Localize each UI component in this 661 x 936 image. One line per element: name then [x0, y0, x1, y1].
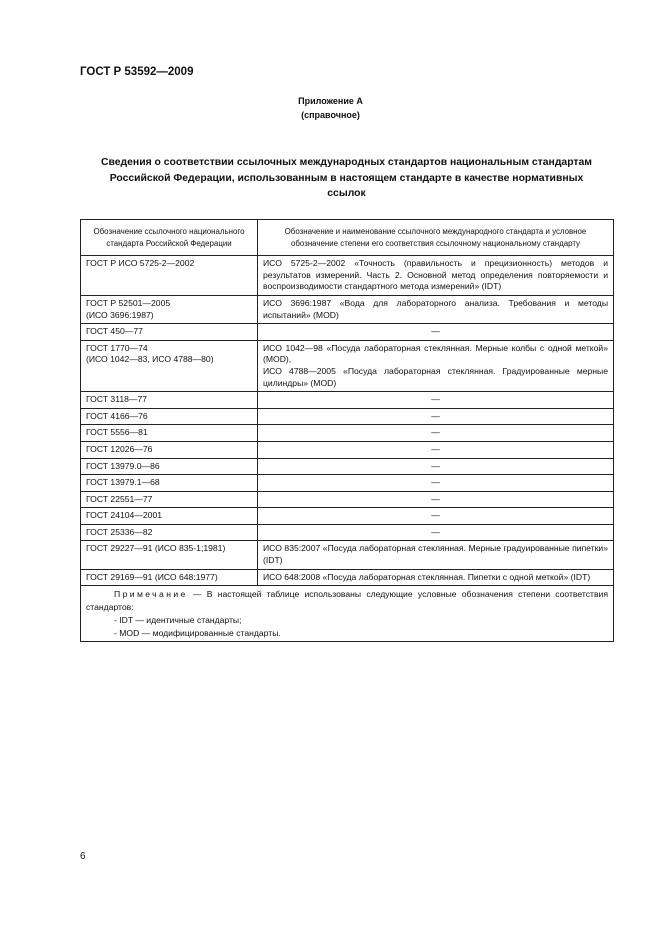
national-standard-cell	[81, 491, 258, 508]
international-standard-cell	[258, 458, 614, 475]
international-standard: ИСО 1042—98 «Посуда лабораторная стеклянная. Мерные колбы с одной меткой» (MOD),	[263, 342, 608, 365]
international-standard: ИСО 5725-2—2002 «Точность (правильность и прецизионность) методов и результатов измерений. Часть 2. Основной метод определения повторяемости и воспроизводимости стандартного метода измерений» (IDT)	[263, 258, 608, 292]
international-standard-cell	[258, 256, 614, 296]
table-row	[81, 541, 614, 569]
header-national-standard: Обозначение ссылочного национального стандарта Российской Федерации	[81, 220, 258, 256]
international-standard-cell	[258, 508, 614, 525]
national-standard: ГОСТ 22551—77	[86, 493, 153, 504]
national-standard-cell	[81, 541, 258, 569]
international-standard: —	[431, 410, 440, 421]
table-row	[81, 491, 614, 508]
national-standard-cell	[81, 324, 258, 341]
table-row	[81, 408, 614, 425]
international-standard-cell	[258, 324, 614, 341]
national-standard-cell	[81, 458, 258, 475]
national-standard-cell	[81, 524, 258, 541]
table-row	[81, 340, 614, 391]
international-standard: —	[431, 477, 440, 488]
international-standard-cell	[258, 425, 614, 442]
table-row	[81, 256, 614, 296]
international-standard: —	[431, 394, 440, 405]
section-title-line-1: Сведения о соответствии ссылочных международных стандартов национальным стандартам	[101, 157, 592, 168]
header-international-standard: Обозначение и наименование ссылочного международного стандарта и условное обозначение степени его соответствия ссылочному национальному стандарту	[258, 220, 614, 256]
national-standard-iso-ref: (ИСО 1042—83, ИСО 4788—80)	[86, 354, 214, 365]
international-standard-cell	[258, 408, 614, 425]
international-standard-cell	[258, 524, 614, 541]
national-standard: ГОСТ 12026—76	[86, 443, 153, 454]
international-standard-cell	[258, 491, 614, 508]
national-standard-cell	[81, 475, 258, 492]
international-standard-cell	[258, 392, 614, 409]
national-standard-cell	[81, 295, 258, 323]
annex-title: Приложение А	[298, 96, 363, 106]
section-title-line-2: Российской Федерации, использованным в настоящем стандарте в качестве нормативных	[109, 172, 584, 184]
international-standard-cell	[258, 441, 614, 458]
national-standard-iso-ref: (ИСО 3696:1987)	[86, 309, 154, 320]
table-row	[81, 458, 614, 475]
national-standard: ГОСТ 25336—82	[86, 526, 153, 537]
international-standard: —	[431, 443, 440, 454]
section-title	[80, 155, 613, 202]
national-standard-cell	[81, 392, 258, 409]
national-standard-cell	[81, 425, 258, 442]
international-standard-cell	[258, 541, 614, 569]
international-standard: ИСО 835:2007 «Посуда лабораторная стеклянная. Мерные градуированные пипетки» (IDT)	[263, 543, 608, 566]
note-item-mod: - MOD — модифицированные стандарты.	[114, 627, 281, 638]
international-standard: —	[431, 460, 440, 471]
international-standard-cell	[258, 475, 614, 492]
international-standard: —	[431, 526, 440, 537]
national-standard: ГОСТ 13979.0—86	[86, 460, 160, 471]
national-standard-cell	[81, 340, 258, 391]
table-note-row	[81, 586, 614, 642]
national-standard: ГОСТ 3118—77	[86, 394, 148, 405]
national-standard-cell	[81, 569, 258, 586]
note-text	[86, 588, 608, 614]
note-body: — В настоящей таблице использованы следующие условные обозначения степени соответствия стандартов:	[86, 589, 608, 613]
international-standard: —	[431, 326, 440, 337]
national-standard: ГОСТ 29169—91 (ИСО 648:1977)	[86, 571, 218, 582]
table-header-row	[81, 220, 614, 256]
international-standard-cell	[258, 295, 614, 323]
international-standard: ИСО 3696:1987 «Вода для лабораторного анализа. Требования и методы испытаний» (MOD)	[263, 297, 608, 320]
international-standard: —	[431, 510, 440, 521]
national-standard: ГОСТ 24104—2001	[86, 510, 163, 521]
national-standard: ГОСТ 450—77	[86, 326, 143, 337]
national-standard: ГОСТ 5556—81	[86, 427, 148, 438]
section-title-line-3: ссылок	[327, 188, 366, 199]
table-row	[81, 392, 614, 409]
international-standard: —	[431, 427, 440, 438]
annex-kind: (справочное)	[301, 110, 360, 120]
table-row	[81, 295, 614, 323]
national-standard-cell	[81, 408, 258, 425]
standards-table	[80, 219, 614, 642]
national-standard-cell	[81, 508, 258, 525]
international-standard: ИСО 4788—2005 «Посуда лабораторная стеклянная. Градуированные мерные цилиндры» (MOD)	[263, 365, 608, 388]
document-header: ГОСТ Р 53592—2009	[80, 66, 194, 78]
international-standard: ИСО 648:2008 «Посуда лабораторная стеклянная. Пипетки с одной меткой» (IDT)	[263, 571, 591, 582]
national-standard: ГОСТ 13979.1—68	[86, 477, 160, 488]
note-label: Примечание	[114, 589, 188, 600]
national-standard: ГОСТ Р 52501—2005	[86, 297, 171, 308]
note-item-idt: - IDT — идентичные стандарты;	[114, 614, 242, 625]
table-row	[81, 475, 614, 492]
table-row	[81, 524, 614, 541]
table-note	[81, 586, 614, 642]
table-row	[81, 569, 614, 586]
table-row	[81, 508, 614, 525]
national-standard: ГОСТ Р ИСО 5725-2—2002	[86, 258, 195, 269]
international-standard-cell	[258, 340, 614, 391]
table-row	[81, 324, 614, 341]
page-number: 6	[80, 851, 86, 862]
international-standard-cell	[258, 569, 614, 586]
national-standard: ГОСТ 29227—91 (ИСО 835-1;1981)	[86, 543, 226, 554]
table-row	[81, 441, 614, 458]
table-row	[81, 425, 614, 442]
national-standard: ГОСТ 4166—76	[86, 410, 148, 421]
national-standard: ГОСТ 1770—74	[86, 342, 148, 353]
national-standard-cell	[81, 441, 258, 458]
international-standard: —	[431, 493, 440, 504]
national-standard-cell	[81, 256, 258, 296]
